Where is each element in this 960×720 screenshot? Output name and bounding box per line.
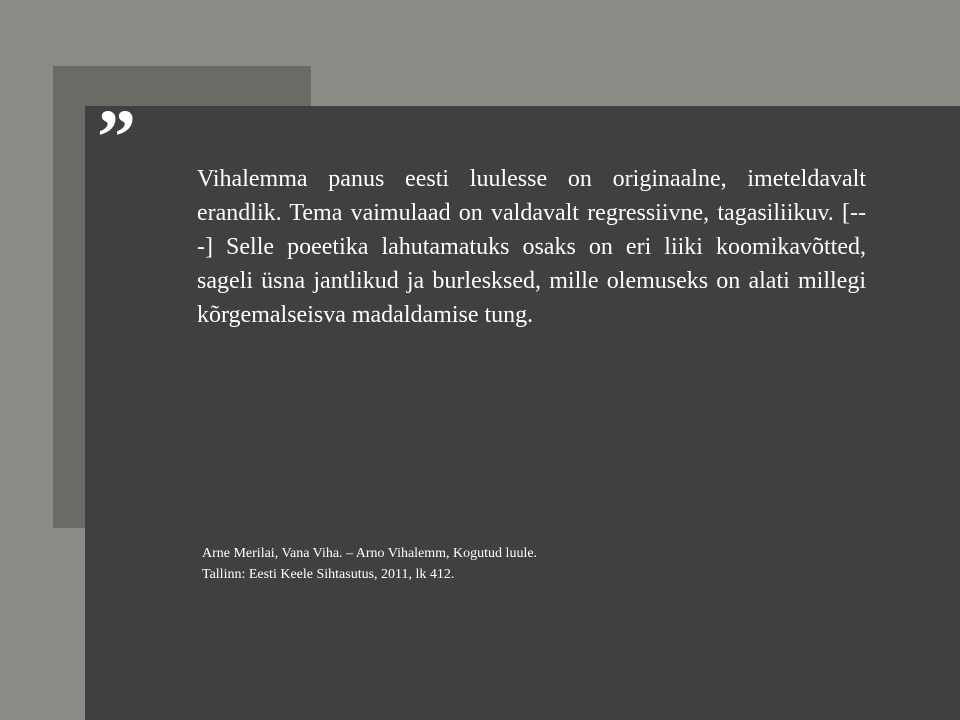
quotation-mark-icon: ” bbox=[97, 93, 134, 180]
citation-line-2: Tallinn: Eesti Keele Sihtasutus, 2011, lk 412. bbox=[202, 567, 455, 582]
citation-line-1: Arne Merilai, Vana Viha. – Arno Vihalemm, Kogutud luule. bbox=[202, 546, 538, 561]
citation bbox=[202, 543, 802, 585]
quote-text: Vihalemma panus eesti luulesse on originaalne, imeteldavalt erandlik. Tema vaimulaad on valdavalt regressiivne, tagasiliikuv. [---] Selle poeetika lahutamatuks osaks on eri liiki koomikavõtted, sageli üsna jantlikud ja burlesksed, mille olemuseks on alati millegi kõrgemalseisva madaldamise tung. bbox=[197, 166, 866, 328]
